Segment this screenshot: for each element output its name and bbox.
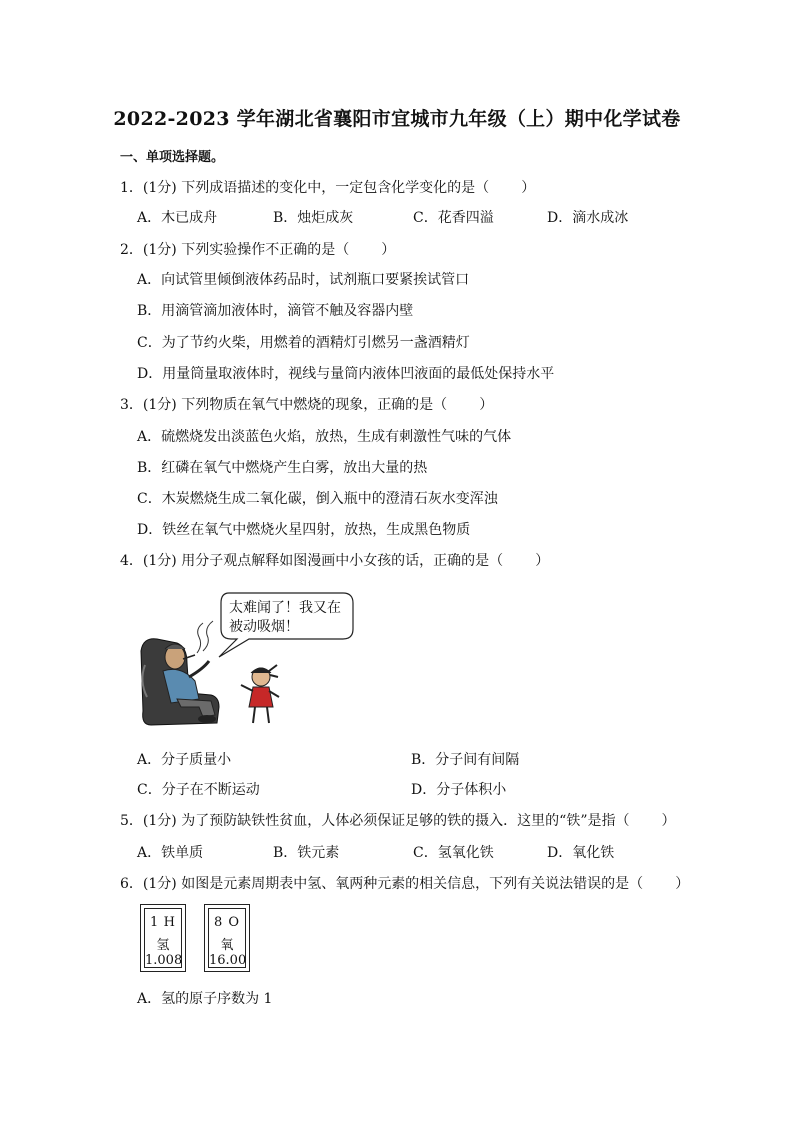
question-4-option-d: D．分子体积小 (411, 782, 507, 798)
question-2-option-b: B．用滴管滴加液体时，滴管不触及容器内壁 (137, 303, 414, 319)
question-4-option-a: A．分子质量小 (137, 752, 232, 768)
element-symbol: H (163, 915, 175, 930)
question-3-option-a: A．硫燃烧发出淡蓝色火焰，放热，生成有刺激性气味的气体 (137, 429, 512, 445)
question-6-option-a: A．氢的原子序数为 1 (137, 991, 273, 1007)
section-heading: 一、单项选择题。 (120, 150, 225, 165)
element-name: 氢 (156, 938, 170, 953)
question-1-option-c: C．花香四溢 (413, 210, 494, 226)
cartoon-illustration (137, 585, 367, 735)
tile-inner-border (144, 908, 182, 968)
question-3-option-c: C．木炭燃烧生成二氧化碳，倒入瓶中的澄清石灰水变浑浊 (137, 491, 498, 507)
element-tile-oxygen (204, 904, 250, 972)
question-4-stem: 4．(1分) 用分子观点解释如图漫画中小女孩的话，正确的是（ ） (120, 553, 550, 569)
question-2-option-c: C．为了节约火柴，用燃着的酒精灯引燃另一盏酒精灯 (137, 335, 470, 351)
element-name: 氧 (220, 938, 234, 953)
element-symbol: O (228, 915, 239, 930)
atomic-mass: 1.008 (145, 953, 183, 968)
question-4-option-b: B．分子间有间隔 (411, 752, 520, 768)
question-5-stem: 5．(1分) 为了预防缺铁性贫血，人体必须保证足够的铁的摄入．这里的“铁”是指（ ） (120, 813, 676, 829)
question-5-option-b: B．铁元素 (273, 845, 340, 861)
question-2-option-a: A．向试管里倾倒液体药品时，试剂瓶口要紧挨试管口 (137, 272, 470, 288)
question-5-option-c: C．氢氧化铁 (413, 845, 494, 861)
question-3-option-b: B．红磷在氧气中燃烧产生白雾，放出大量的热 (137, 460, 428, 476)
tile-inner-border (208, 908, 246, 968)
question-4-option-c: C．分子在不断运动 (137, 782, 260, 798)
question-5-option-a: A．铁单质 (137, 845, 204, 861)
speech-bubble-line-1: 太难闻了！我又在 (229, 600, 341, 616)
question-3-option-d: D．铁丝在氧气中燃烧火星四射，放热，生成黑色物质 (137, 522, 471, 538)
question-3-stem: 3．(1分) 下列物质在氧气中燃烧的现象，正确的是（ ） (120, 397, 494, 413)
question-1-option-d: D．滴水成冰 (547, 210, 629, 226)
question-1-option-a: A．木已成舟 (137, 210, 218, 226)
question-2-stem: 2．(1分) 下列实验操作不正确的是（ ） (120, 242, 396, 258)
speech-bubble-line-2: 被动吸烟！ (229, 619, 299, 635)
question-1-stem: 1．(1分) 下列成语描述的变化中，一定包含化学变化的是（ ） (120, 180, 536, 196)
element-tile-hydrogen (140, 904, 186, 972)
question-6-stem: 6．(1分) 如图是元素周期表中氢、氧两种元素的相关信息，下列有关说法错误的是（ ） (120, 876, 690, 892)
question-5-option-d: D．氧化铁 (547, 845, 615, 861)
atomic-number: 8 (214, 915, 223, 930)
question-1-option-b: B．烛炬成灰 (273, 210, 354, 226)
page-title: 2022-2023 学年湖北省襄阳市宜城市九年级（上）期中化学试卷 (113, 108, 681, 130)
atomic-mass: 16.00 (209, 953, 247, 968)
atomic-number: 1 (150, 915, 159, 930)
question-2-option-d: D．用量筒量取液体时，视线与量筒内液体凹液面的最低处保持水平 (137, 366, 555, 382)
